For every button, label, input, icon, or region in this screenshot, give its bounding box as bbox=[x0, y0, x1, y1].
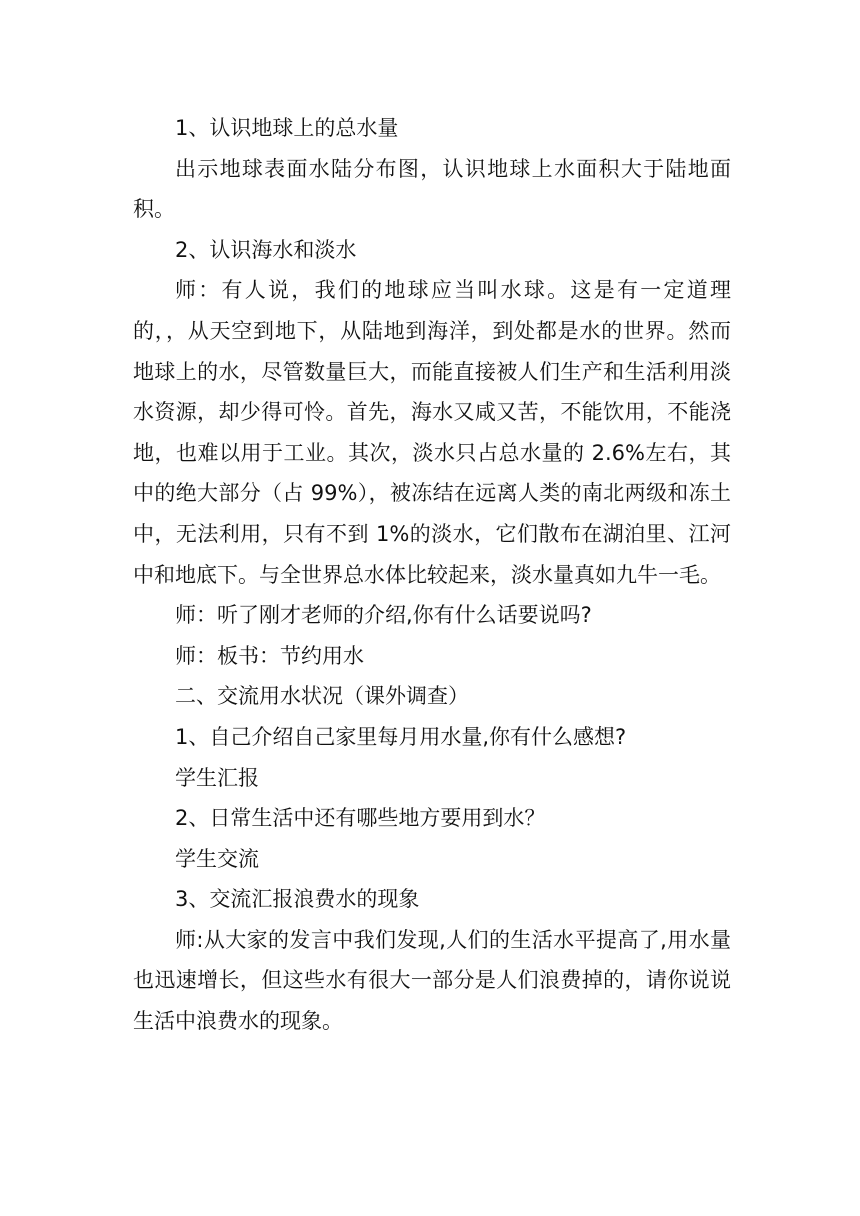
paragraph-blackboard-note: 师：板书：节约用水 bbox=[175, 643, 364, 668]
paragraph-teacher-water-planet: 师：有人说，我们的地球应当叫水球。这是有一定道理的，，从天空到地下，从陆地到海洋，到处都是水的世界。然而地球上的水，尽管数量巨大，而能直接被人们生产和生活利用淡水资源，却少得可怜。首先，海水又咸又苦，不能饮用，不能浇地，也难以用于工业。其次，淡水只占总水量的 2.6%左右，其中的绝大部分（占 99%），被冻结在远离人类的南北两级和冻土中，无法利用，只有不到 1%的淡水，它们散布在湖泊里、江河中和地底下。与全世界总水体比较起来，淡水量真如九牛一毛。 bbox=[133, 278, 731, 587]
paragraph-teacher-question: 师：听了刚才老师的介绍,你有什么话要说吗? bbox=[175, 603, 592, 628]
paragraph-teacher-waste-question: 师:从大家的发言中我们发现,人们的生活水平提高了,用水量也迅速增长，但这些水有很大一部分是人们浪费掉的，请你说说生活中浪费水的现象。 bbox=[133, 927, 731, 1034]
item-daily-water-places: 2、日常生活中还有哪些地方要用到水？ bbox=[175, 806, 546, 831]
item-family-water-use: 1、自己介绍自己家里每月用水量,你有什么感想? bbox=[175, 724, 627, 749]
paragraph-student-report: 学生汇报 bbox=[175, 765, 259, 790]
document-body bbox=[133, 108, 731, 1042]
paragraph-land-water-map: 出示地球表面水陆分布图，认识地球上水面积大于陆地面积。 bbox=[133, 156, 731, 222]
heading-sea-fresh-water: 2、认识海水和淡水 bbox=[175, 237, 357, 262]
heading-total-water: 1、认识地球上的总水量 bbox=[175, 116, 399, 140]
paragraph-student-exchange: 学生交流 bbox=[175, 846, 259, 871]
item-report-waste: 3、交流汇报浪费水的现象 bbox=[175, 887, 420, 912]
heading-water-use-exchange: 二、交流用水状况（课外调查） bbox=[175, 684, 469, 709]
